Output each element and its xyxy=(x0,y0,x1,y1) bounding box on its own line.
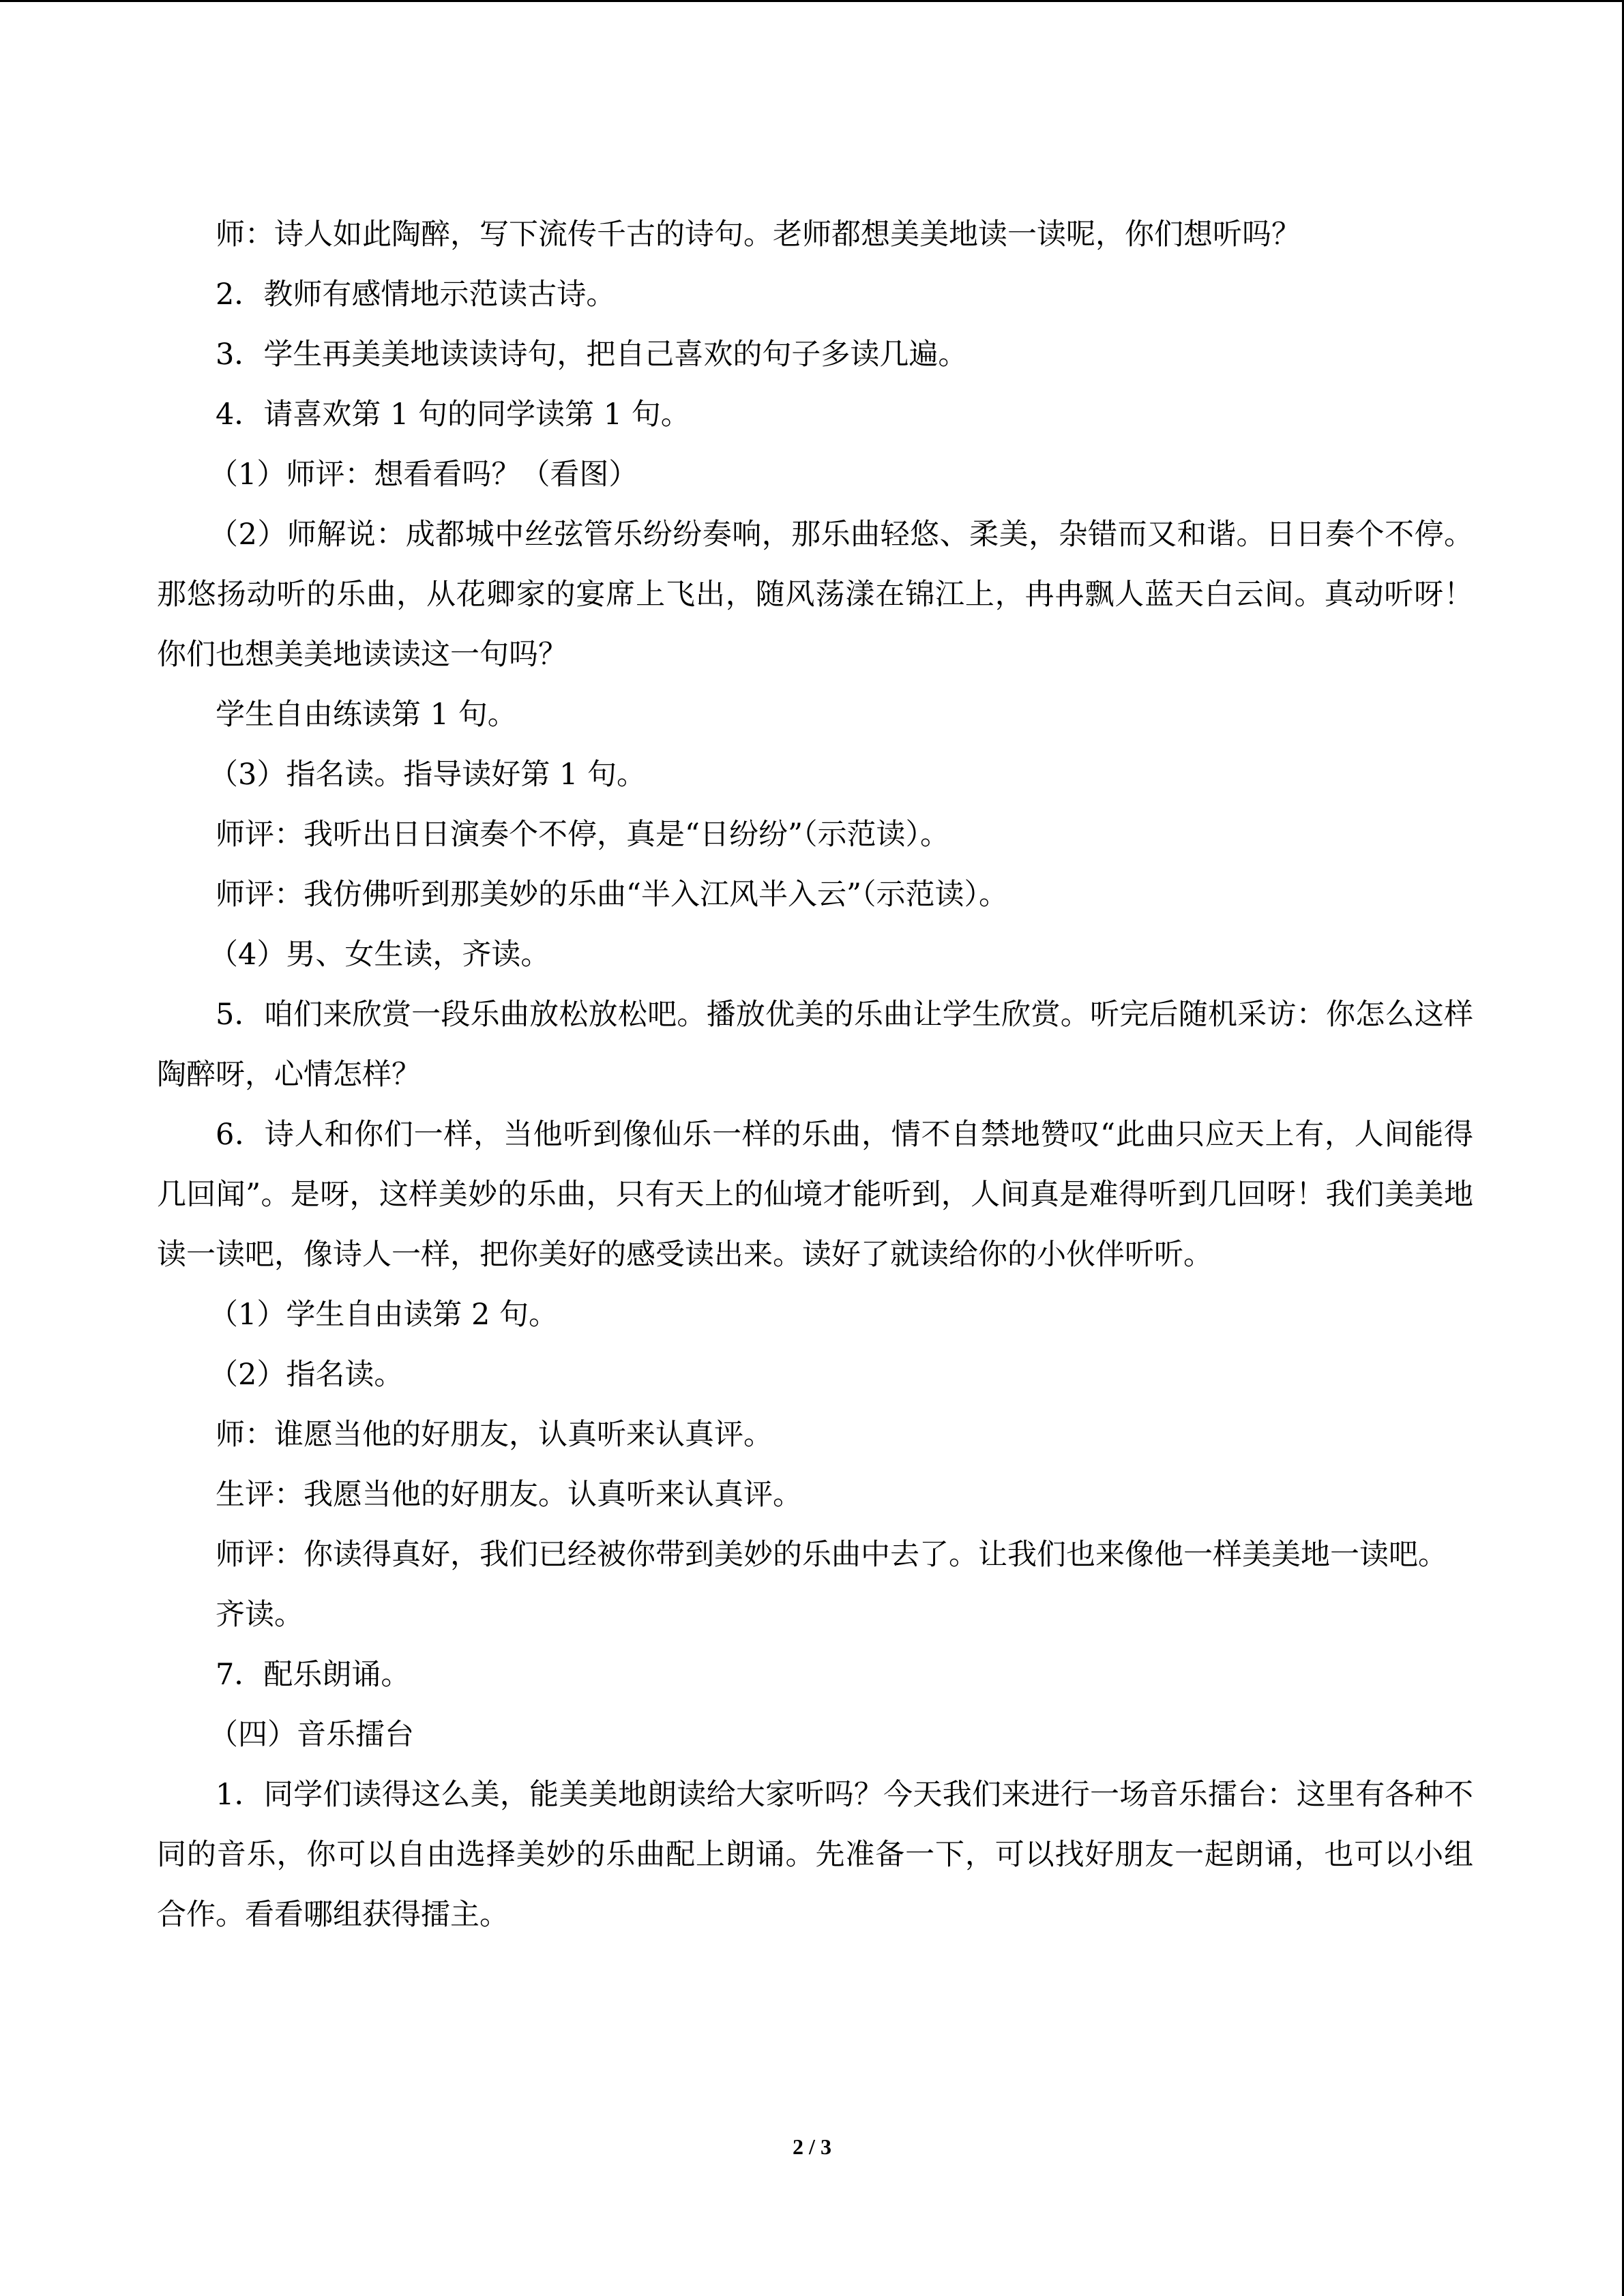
paragraph: （3）指名读。指导读好第 1 句。 xyxy=(209,758,647,792)
paragraph: 师：诗人如此陶醉，写下流传千古的诗句。老师都想美美地读一读呢，你们想听吗？ xyxy=(216,218,1301,252)
paragraph: （2）师解说：成都城中丝弦管乐纷纷奏响，那乐曲轻悠、柔美，杂错而又和谐。日日奏个不停。那悠扬动听的乐曲，从花卿家的宴席上飞出，随风荡漾在锦江上，冉冉飘人蓝天白云间。真动听呀！你们也想美美地读读这一句吗？ xyxy=(157,518,1473,672)
document-body xyxy=(157,205,1473,1945)
paragraph: 5．咱们来欣赏一段乐曲放松放松吧。播放优美的乐曲让学生欣赏。听完后随机采访：你怎么这样陶醉呀，心情怎样？ xyxy=(157,998,1473,1092)
paragraph: 师评：我听出日日演奏个不停，真是“日纷纷”（示范读）。 xyxy=(216,818,949,852)
paragraph: 生评：我愿当他的好朋友。认真听来认真评。 xyxy=(216,1478,802,1512)
paragraph: 齐读。 xyxy=(216,1598,304,1632)
paragraph: 学生自由练读第 1 句。 xyxy=(216,698,517,732)
paragraph: 师：谁愿当他的好朋友，认真听来认真评。 xyxy=(216,1418,773,1452)
paragraph: 4．请喜欢第 1 句的同学读第 1 句。 xyxy=(216,398,690,432)
paragraph: 1．同学们读得这么美，能美美地朗读给大家听吗？今天我们来进行一场音乐擂台：这里有各种不同的音乐，你可以自由选择美妙的乐曲配上朗诵。先准备一下，可以找好朋友一起朗诵，也可以小组合作。看看哪组获得擂主。 xyxy=(157,1778,1473,1932)
section-heading: （四）音乐擂台 xyxy=(209,1718,414,1752)
paragraph: 师评：你读得真好，我们已经被你带到美妙的乐曲中去了。让我们也来像他一样美美地一读吧。 xyxy=(216,1538,1447,1572)
paragraph: 6．诗人和你们一样，当他听到像仙乐一样的乐曲，情不自禁地赞叹“此曲只应天上有，人间能得几回闻”。是呀，这样美妙的乐曲，只有天上的仙境才能听到，人间真是难得听到几回呀！我们美美地读一读吧，像诗人一样，把你美好的感受读出来。读好了就读给你的小伙伴听听。 xyxy=(157,1118,1473,1272)
paragraph: （2）指名读。 xyxy=(209,1358,404,1392)
paragraph: （4）男、女生读，齐读。 xyxy=(209,938,550,972)
paragraph: 7．配乐朗诵。 xyxy=(216,1658,411,1692)
paragraph: 3．学生再美美地读读诗句，把自己喜欢的句子多读几遍。 xyxy=(216,338,968,372)
page-indicator: 2 / 3 xyxy=(793,2134,831,2159)
paragraph: （1）学生自由读第 2 句。 xyxy=(209,1298,559,1332)
page-top-border xyxy=(0,0,1624,2)
paragraph: 2．教师有感情地示范读古诗。 xyxy=(216,278,616,312)
paragraph: 师评：我仿佛听到那美妙的乐曲“半入江风半入云”（示范读）。 xyxy=(216,878,1008,912)
paragraph: （1）师评：想看看吗？（看图） xyxy=(209,458,638,492)
